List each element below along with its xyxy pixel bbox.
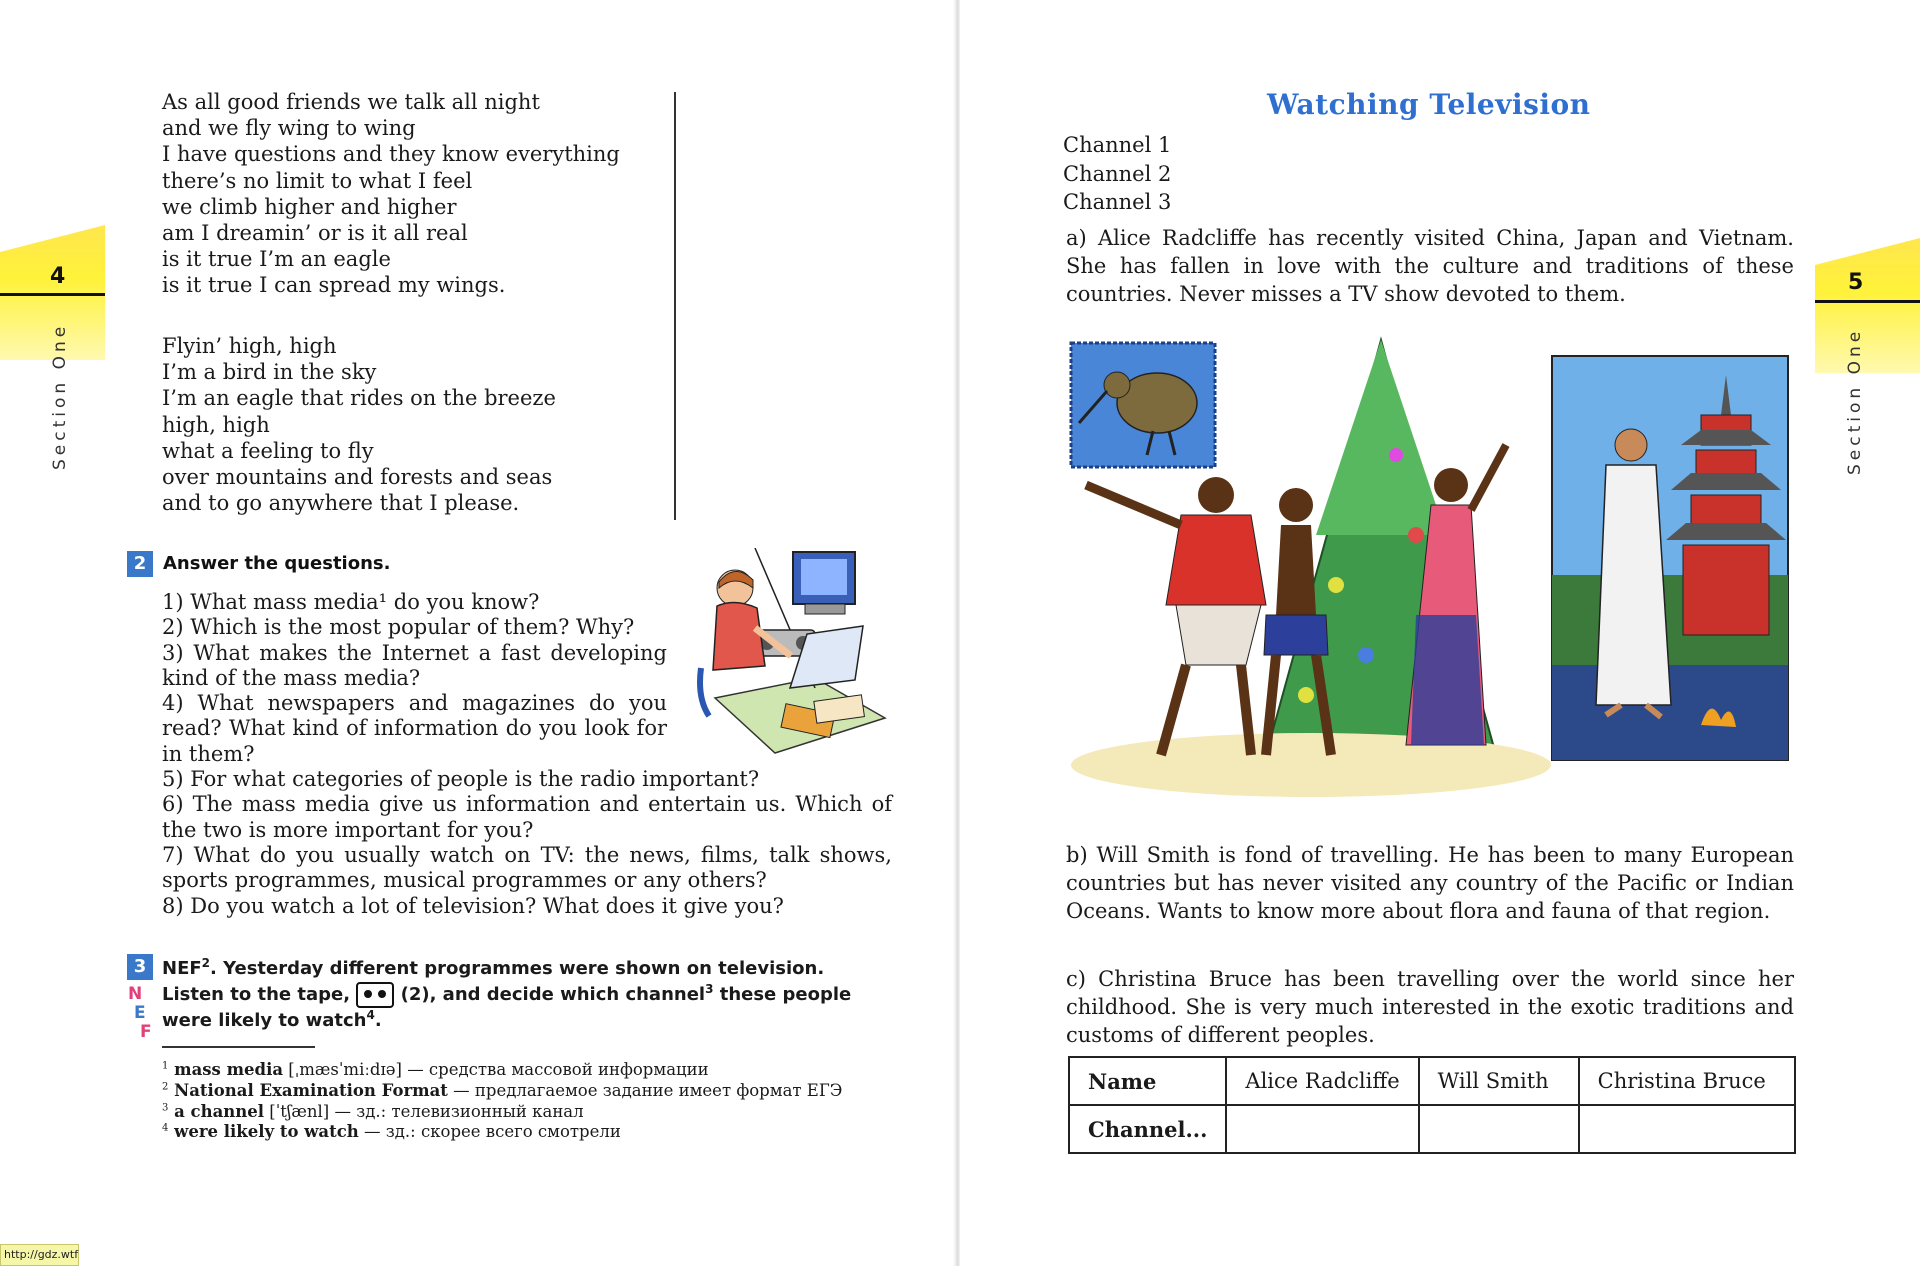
footnote-ref: 4 — [366, 1008, 375, 1022]
poem-line: I’m an eagle that rides on the breeze — [162, 386, 556, 411]
cassette-icon — [356, 982, 394, 1008]
poem-stanza-2 — [162, 333, 556, 516]
footnote-definition: [ˌmæsˈmiːdɪə] — средства массовой информации — [283, 1060, 709, 1079]
instruction-text: (2), and decide which channel — [394, 984, 706, 1005]
question-3: 3) What makes the Internet a fast developing kind of the mass media? — [162, 640, 667, 690]
poem-line: and to go anywhere that I please. — [162, 491, 520, 516]
poem-line: and we fly wing to wing — [162, 116, 416, 141]
table-header-cell: Will Smith — [1419, 1057, 1579, 1105]
questions-list — [162, 590, 892, 919]
exercise-number-badge: 2 — [127, 551, 153, 577]
exercise-number-badge: 3 — [127, 954, 153, 980]
poem-line: what a feeling to fly — [162, 438, 374, 463]
table-header-cell: Name — [1069, 1057, 1226, 1105]
page-tab-rule — [0, 293, 105, 296]
watermark: http://gdz.wtf — [0, 1244, 79, 1266]
table-row — [1069, 1105, 1795, 1153]
table-header-cell: Alice Radcliffe — [1226, 1057, 1418, 1105]
table-cell[interactable] — [1579, 1105, 1795, 1153]
channel-list — [1063, 131, 1171, 217]
footnote-ref: 2 — [201, 956, 211, 970]
poem-divider — [674, 92, 676, 520]
exercise-3-instructions — [162, 956, 892, 1034]
question-6: 6) The mass media give us information and entertain us. Which of the two is more important for you? — [162, 792, 892, 842]
section-label: Section One — [1845, 327, 1865, 475]
footnote-ref: 3 — [705, 982, 714, 996]
nef-label: NEF — [162, 958, 202, 979]
paragraph-c: c) Christina Bruce has been travelling over the world since her childhood. She is very much interested in the exotic traditions and customs of different peoples. — [1066, 967, 1794, 1047]
instruction-text: these people were likely to watch — [162, 984, 852, 1031]
question-7: 7) What do you usually watch on TV: the news, films, talk shows, sports programmes, musical programmes or any others? — [162, 842, 892, 893]
footnote-term: were likely to watch — [168, 1122, 359, 1142]
poem-line: I have questions and they know everything — [162, 142, 620, 167]
footnote — [162, 1102, 842, 1123]
poem-line: am I dreamin’ or is it all real — [162, 221, 468, 246]
footnote-number: 4 — [162, 1122, 169, 1134]
table-cell[interactable] — [1419, 1105, 1579, 1153]
question-8: 8) Do you watch a lot of television? What does it give you? — [162, 893, 784, 918]
poem-stanza-1 — [162, 89, 620, 299]
nef-letter-n: N — [128, 984, 143, 1004]
poem-line: is it true I can spread my wings. — [162, 273, 506, 298]
footnote-definition: [ˈtʃænl] — зд.: телевизионный канал — [264, 1101, 584, 1121]
footnote-number: 2 — [162, 1081, 169, 1093]
page-title: Watching Television — [1267, 88, 1591, 121]
question-5: 5) For what categories of people is the radio important? — [162, 767, 760, 792]
footnote-number: 3 — [162, 1102, 169, 1114]
section-label: Section One — [50, 322, 70, 470]
table-cell: Channel... — [1069, 1105, 1226, 1153]
paragraph-a: a) Alice Radcliffe has recently visited China, Japan and Vietnam. She has fallen in love with the culture and traditions of these countries. Never misses a TV show devoted to them. — [1066, 226, 1794, 306]
exercise-heading: Answer the questions. — [163, 553, 391, 574]
nef-letter-e: E — [134, 1003, 146, 1023]
poem-line: is it true I’m an eagle — [162, 247, 391, 272]
page-number: 5 — [1848, 270, 1864, 295]
footnote-term: National Examination Format — [168, 1080, 448, 1100]
poem-line: Flyin’ high, high — [162, 334, 337, 358]
paragraph-b: b) Will Smith is fond of travelling. He has been to many European countries but has never visited any country of the Pacific or Indian Oceans. Wants to know more about flora and fauna of that region. — [1066, 843, 1794, 923]
footnote-rule — [162, 1046, 315, 1048]
left-page — [0, 0, 955, 1266]
poem-line: As all good friends we talk all night — [162, 90, 540, 114]
nef-letter-f: F — [140, 1022, 152, 1042]
table-row — [1069, 1057, 1795, 1105]
monk-pagoda-illustration — [1551, 355, 1789, 761]
footnote-term: mass media — [168, 1060, 284, 1079]
page-number: 4 — [50, 264, 66, 289]
footnote — [162, 1081, 842, 1102]
question-1: 1) What mass media¹ do you know? — [162, 590, 540, 614]
footnote-definition: — предлагаемое задание имеет формат ЕГЭ — [447, 1080, 843, 1100]
poem-line: high, high — [162, 412, 270, 437]
footnote — [162, 1060, 842, 1081]
channel-item: Channel 3 — [1063, 190, 1172, 214]
instruction-text: . — [374, 1010, 382, 1031]
poem-line: over mountains and forests and seas — [162, 465, 553, 490]
footnote-definition: — зд.: скорее всего смотрели — [358, 1122, 621, 1142]
question-4: 4) What newspapers and magazines do you read? What kind of information do you look for in them? — [162, 691, 667, 766]
channel-item: Channel 2 — [1063, 161, 1172, 186]
poem-line: we climb higher and higher — [162, 194, 457, 219]
poem-line: I’m a bird in the sky — [162, 360, 377, 385]
page-tab-rule — [1815, 300, 1920, 303]
question-2: 2) Which is the most popular of them? Why? — [162, 615, 635, 640]
footnote — [162, 1122, 842, 1143]
table-cell[interactable] — [1226, 1105, 1418, 1153]
footnote-number: 1 — [162, 1060, 169, 1072]
answer-table — [1068, 1056, 1796, 1154]
footnotes — [162, 1060, 842, 1143]
dancers-christmas-tree-illustration — [1066, 335, 1556, 805]
channel-item: Channel 1 — [1063, 133, 1172, 157]
instruction-text: . Yesterday different programmes were shown on television. Listen to the tape, — [162, 958, 825, 1005]
poem-line: there’s no limit to what I feel — [162, 168, 473, 193]
table-header-cell: Christina Bruce — [1579, 1057, 1795, 1105]
footnote-term: a channel — [168, 1101, 265, 1121]
